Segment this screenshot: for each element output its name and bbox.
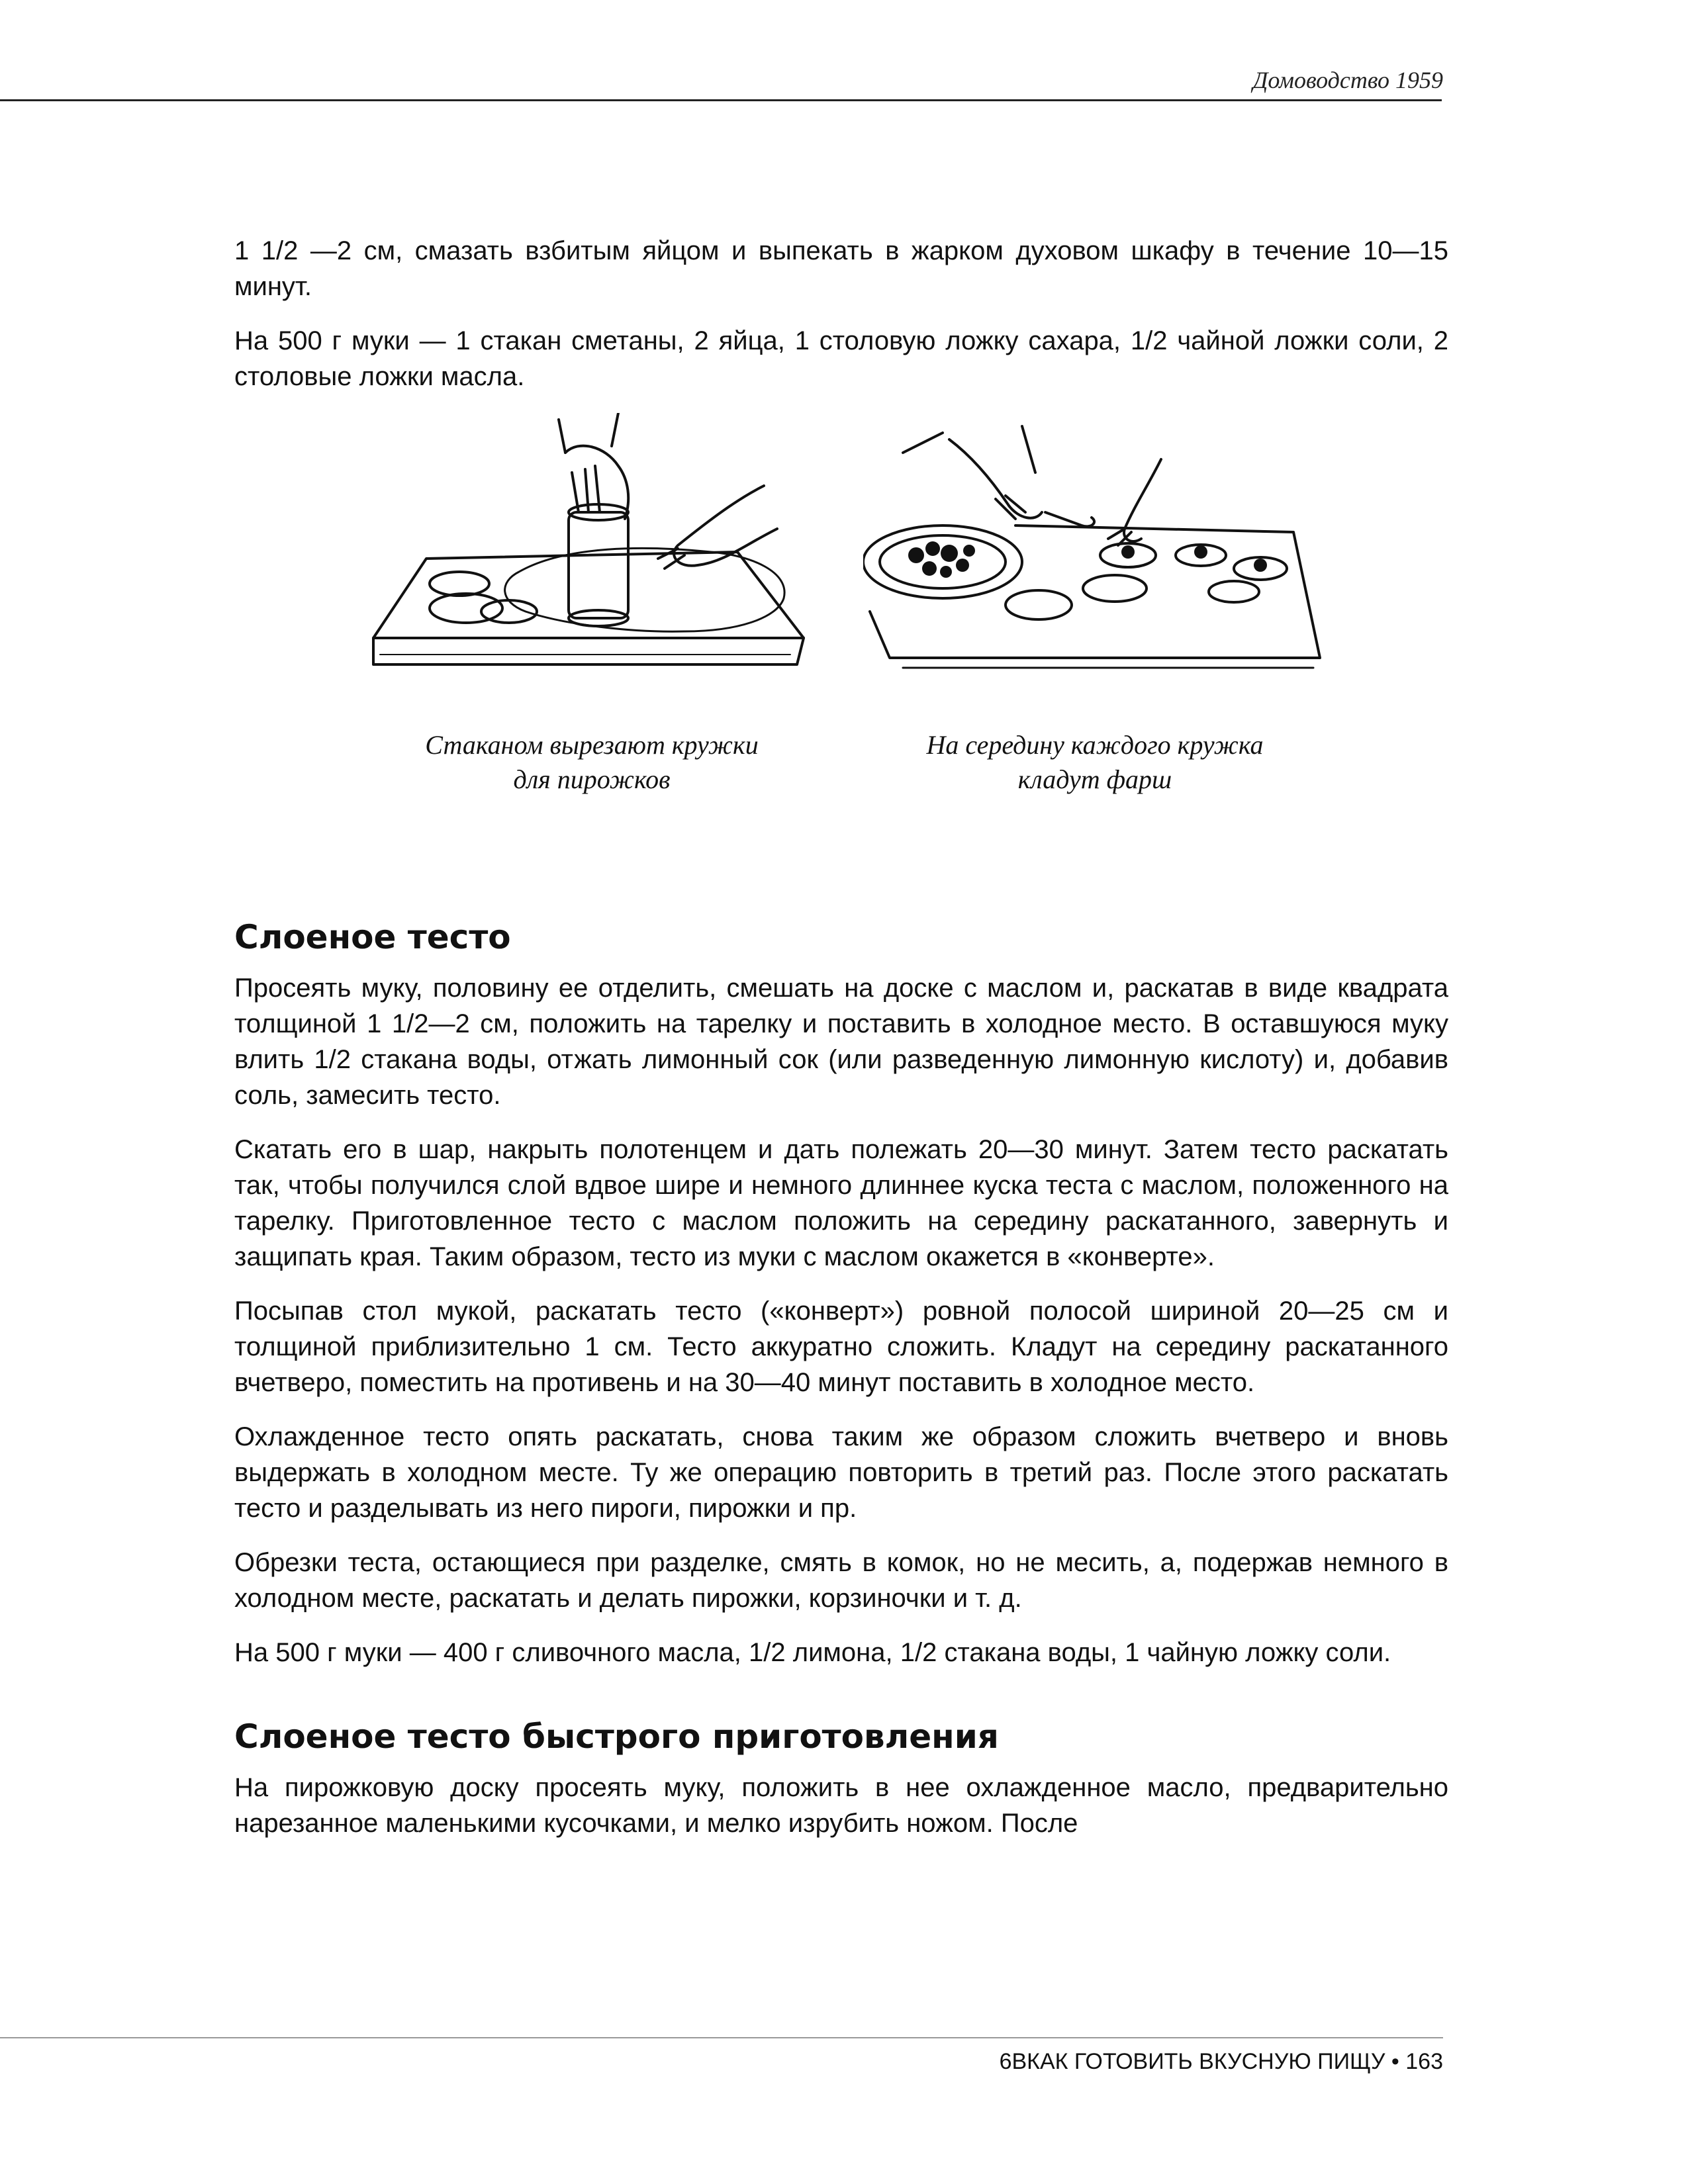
header-rule — [0, 99, 1442, 101]
paragraph: Обрезки теста, остающиеся при разделке, смять в комок, но не месить, а, подержав немного в холодном месте, раскатать и делать пирожки, корзиночки и т. д. — [234, 1548, 1448, 1613]
caption-line: для пирожков — [513, 764, 671, 794]
paragraph: На пирожковую доску просеять муку, положить в нее охлажденное масло, предварительно нарезанное маленькими кусочками, и мелко изрубить ножом. После — [234, 1773, 1448, 1838]
running-head: Домоводство 1959 — [1252, 67, 1443, 93]
figure-caption-2 — [896, 728, 1293, 797]
paragraph: Просеять муку, половину ее отделить, смешать на доске с маслом и, раскатав в виде квадрата толщиной 1 1/2—2 см, положить на тарелку и поставить в холодное место. В оставшуюся муку влить 1/2 стакана воды, отжать лимонный сок (или разведенную лимонную кислоту) и, добавив соль, замесить тесто. — [234, 974, 1448, 1110]
section-heading: Слоеное тесто быстрого приготовления — [234, 1717, 999, 1756]
page-footer: 6ВКАК ГОТОВИТЬ ВКУСНУЮ ПИЩУ • 163 — [999, 2049, 1443, 2074]
paragraph: Посыпав стол мукой, раскатать тесто («конверт») ровной полосой шириной 20—25 см и толщиной приблизительно 1 см. Тесто аккуратно сложить. Кладут на середину раскатанного вчетверо, поместить на противень и на 30—40 минут поставить в холодное место. — [234, 1297, 1448, 1397]
filling-drawing — [863, 413, 1327, 678]
caption-line: Стаканом вырезают кружки — [425, 730, 759, 760]
cutting-circles-drawing — [367, 413, 830, 678]
illustrations-row — [234, 413, 1448, 916]
paragraph: Скатать его в шар, накрыть полотенцем и дать полежать 20—30 минут. Затем тесто раскатать так, чтобы получился слой вдвое шире и немного длиннее куска теста с маслом, положенного на тарелку. Приготовленное тесто с маслом положить на середину раскатанного, завернуть и защипать края. Таким образом, тесто из муки с маслом окажется в «конверте». — [234, 1135, 1448, 1271]
page-content — [234, 233, 1448, 1860]
footer-rule — [0, 2037, 1443, 2038]
section-heading: Слоеное тесто — [234, 918, 511, 956]
figure-caption-1 — [393, 728, 790, 797]
intro-paragraph: На 500 г муки — 1 стакан сметаны, 2 яйца, 1 столовую ложку сахара, 1/2 чайной ложки соли, 2 столовые ложки масла. — [234, 326, 1448, 391]
intro-paragraph: 1 1/2 —2 см, смазать взбитым яйцом и выпекать в жарком духовом шкафу в течение 10—15 минут. — [234, 236, 1448, 301]
paragraph: На 500 г муки — 400 г сливочного масла, 1/2 лимона, 1/2 стакана воды, 1 чайную ложку соли. — [234, 1638, 1391, 1667]
caption-line: На середину каждого кружка — [926, 730, 1264, 760]
illustration-filling — [863, 413, 1327, 794]
illustration-cutting-circles — [367, 413, 830, 794]
caption-line: кладут фарш — [1017, 764, 1172, 794]
paragraph: Охлажденное тесто опять раскатать, снова таким же образом сложить вчетверо и вновь выдержать в холодном месте. Ту же операцию повторить в третий раз. После этого раскатать тесто и разделывать из него пироги, пирожки и пр. — [234, 1422, 1448, 1523]
